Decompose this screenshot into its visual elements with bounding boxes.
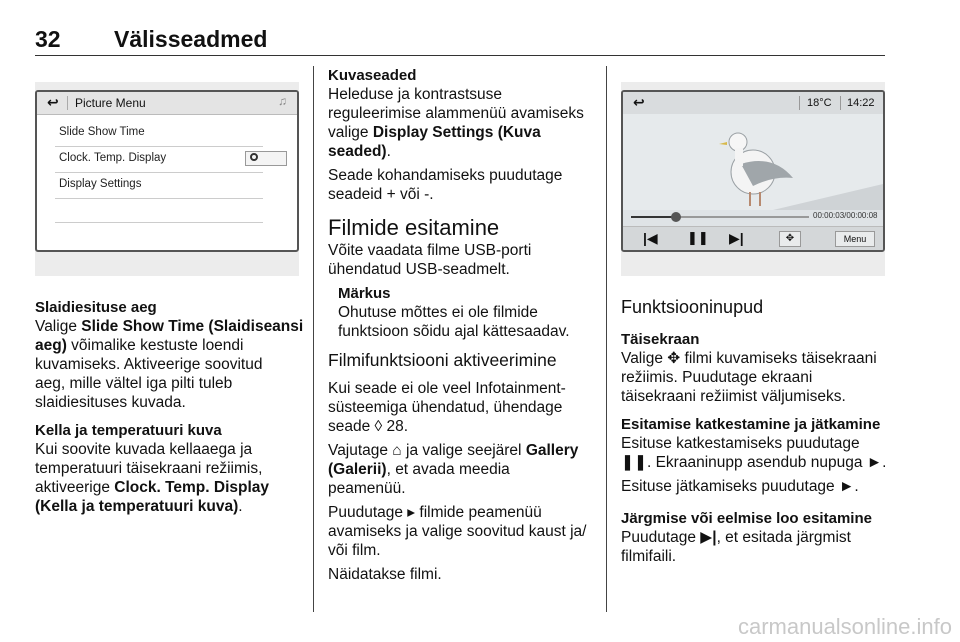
text: või film. xyxy=(328,542,381,559)
pause-icon[interactable]: ❚❚ xyxy=(687,230,709,245)
text: aktiveerige xyxy=(35,479,115,496)
menu-item-slide-show-time[interactable]: Slide Show Time xyxy=(59,126,145,138)
fullscreen-icon[interactable]: ✥ xyxy=(779,231,801,247)
text: Puudutage xyxy=(621,529,701,546)
menu-reference: (Galerii) xyxy=(328,461,387,478)
menu-header xyxy=(37,92,297,115)
column-1-text xyxy=(35,298,307,516)
figure-picture-menu xyxy=(35,82,299,276)
section-title: Täisekraan xyxy=(621,331,700,348)
text: seadeid + või -. xyxy=(328,186,434,203)
divider xyxy=(55,222,263,223)
checkbox-indicator-icon xyxy=(250,153,258,161)
text: funktsioon sõidu ajal kättesaadav. xyxy=(338,323,570,340)
text: valige xyxy=(328,124,373,141)
text: slaidiesituses kuvada. xyxy=(35,394,186,411)
text: aeg, mille vältel iga pilti tuleb xyxy=(35,375,233,392)
back-icon[interactable]: ↩ xyxy=(47,94,59,110)
section-title: Esitamise katkestamine ja jätkamine xyxy=(621,416,881,433)
chapter-title: Välisseadmed xyxy=(114,26,268,52)
video-frame-seagull[interactable] xyxy=(623,114,883,210)
text: seade ◊ 28. xyxy=(328,418,409,435)
page-number: 32 xyxy=(35,26,61,52)
text: peamenüü. xyxy=(328,480,406,497)
menu-reference: seaded) xyxy=(328,143,387,160)
watermark: carmanualsonline.info xyxy=(737,614,952,639)
text: ja valige seejärel xyxy=(401,442,526,459)
text: avamiseks ja valige soovitud kaust ja/ xyxy=(328,523,587,540)
menu-item-display-settings[interactable]: Display Settings xyxy=(59,178,142,190)
divider xyxy=(55,172,263,173)
text: . Ekraaninupp asendub nupuga xyxy=(646,454,867,471)
next-icon[interactable]: ▶| xyxy=(729,230,744,246)
text: . xyxy=(386,143,391,160)
text: Puudutage xyxy=(328,504,408,521)
status-bar xyxy=(623,92,883,115)
column-2-text xyxy=(328,66,598,584)
text: . xyxy=(854,478,859,495)
menu-reference: Clock. Temp. Display xyxy=(114,479,270,496)
text: . xyxy=(238,498,243,515)
text: Heleduse ja kontrastsuse xyxy=(328,86,503,103)
music-note-icon[interactable]: ♫ xyxy=(278,94,287,108)
text: Esituse jätkamiseks puudutage xyxy=(621,478,839,495)
header-rule xyxy=(35,55,885,56)
menu-reference: Display Settings (Kuva xyxy=(372,124,541,141)
controls-bar xyxy=(623,226,883,251)
text: võimalike kestuste loendi xyxy=(66,337,244,354)
text: temperatuuri täisekraani režiimis, xyxy=(35,460,263,477)
text: reguleerimise alammenüü avamiseks xyxy=(328,105,584,122)
menu-title: Picture Menu xyxy=(75,96,146,110)
menu-reference: Gallery xyxy=(525,442,579,459)
progress-track[interactable] xyxy=(631,216,809,218)
text: Vajutage xyxy=(328,442,393,459)
back-icon[interactable]: ↩ xyxy=(633,94,645,110)
divider xyxy=(55,146,263,147)
text: Valige xyxy=(621,350,668,367)
progress-knob[interactable] xyxy=(671,212,681,222)
divider xyxy=(55,198,263,199)
text: režiimis. Puudutage ekraani xyxy=(621,369,813,386)
column-divider xyxy=(606,66,607,612)
text: kuvamiseks. Aktiveerige soovitud xyxy=(35,356,263,373)
text: Võite vaadata filme USB-porti xyxy=(328,242,532,259)
text: . xyxy=(882,454,887,471)
section-title: Järgmise või eelmise loo esitamine xyxy=(621,510,872,527)
menu-item-clock-temp-display[interactable]: Clock. Temp. Display xyxy=(59,152,167,164)
section-title: Kuvaseaded xyxy=(328,67,417,84)
heading-function-buttons: Funktsiooninupud xyxy=(621,297,764,317)
text: , et esitada järgmist xyxy=(716,529,851,546)
text: süsteemiga ühendatud, ühendage xyxy=(328,399,563,416)
text: Kui soovite kuvada kellaaega ja xyxy=(35,441,253,458)
menu-reference: aeg) xyxy=(35,337,67,354)
text: Valige xyxy=(35,318,82,335)
heading-film-playback: Filmide esitamine xyxy=(328,215,500,240)
text: Seade kohandamiseks puudutage xyxy=(328,167,563,184)
menu-button[interactable]: Menu xyxy=(835,231,875,247)
text: filmide peamenüü xyxy=(415,504,542,521)
screen-frame xyxy=(35,90,299,252)
text: Kui seade ei ole veel Infotainment- xyxy=(328,380,566,397)
screen-frame xyxy=(621,90,885,252)
film-icon: ▸ xyxy=(407,504,416,521)
note-block xyxy=(338,284,598,341)
text: Näidatakse filmi. xyxy=(328,566,442,583)
text: Ohutuse mõttes ei ole filmide xyxy=(338,304,538,321)
text: Esituse katkestamiseks puudutage xyxy=(621,435,860,452)
section-title: Slaidiesituse aeg xyxy=(35,299,157,316)
text: filmi kuvamiseks täisekraani xyxy=(680,350,877,367)
figure-video-player xyxy=(621,82,885,276)
toggle-checkbox[interactable] xyxy=(245,151,287,166)
progress-fill xyxy=(631,216,676,218)
home-icon: ⌂ xyxy=(392,442,402,459)
menu-reference: Slide Show Time (Slaidiseansi xyxy=(81,318,304,335)
play-icon: ► xyxy=(838,478,855,495)
fullscreen-icon: ✥ xyxy=(667,350,681,367)
previous-icon[interactable]: |◀ xyxy=(643,230,658,246)
temperature: 18°C xyxy=(807,97,832,109)
progress-time: 00:00:03/00:00:08 xyxy=(813,211,878,220)
text: täisekraani režiimist väljumiseks. xyxy=(621,388,846,405)
text: ühendatud USB-seadmelt. xyxy=(328,261,510,278)
play-icon: ► xyxy=(866,454,883,471)
clock: 14:22 xyxy=(847,97,875,109)
section-title: Kella ja temperatuuri kuva xyxy=(35,422,222,439)
text: , et avada meedia xyxy=(386,461,510,478)
heading-activation: Filmifunktsiooni aktiveerimine xyxy=(328,350,557,370)
text: filmifaili. xyxy=(621,548,677,565)
note-title: Märkus xyxy=(338,285,391,302)
menu-reference: (Kella ja temperatuuri kuva) xyxy=(35,498,239,515)
next-icon: ▶| xyxy=(700,529,717,546)
column-3-text xyxy=(621,296,893,566)
pause-icon: ❚❚ xyxy=(621,454,647,471)
column-divider xyxy=(313,66,314,612)
